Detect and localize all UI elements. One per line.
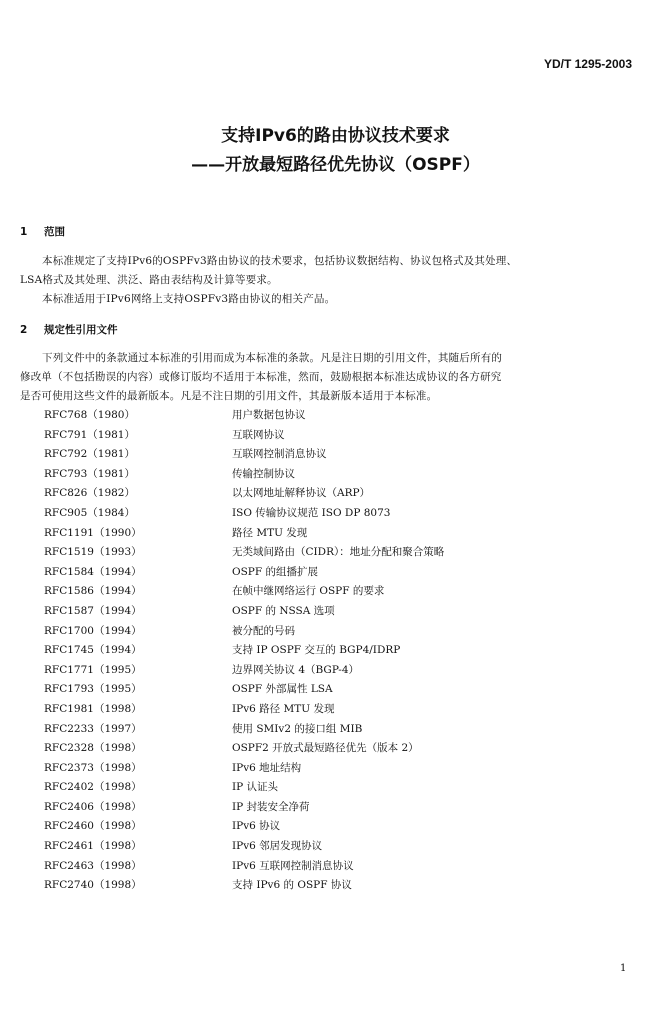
reference-row: [44, 662, 444, 682]
reference-code: RFC1519（1993）: [44, 546, 142, 559]
reference-row: [44, 721, 444, 741]
section-1-heading: [20, 224, 65, 239]
reference-title: ISO 传输协议规范 ISO DP 8073: [232, 506, 391, 519]
reference-code: RFC905（1984）: [44, 506, 135, 519]
reference-code: RFC2406（1998）: [44, 800, 142, 813]
section-2-number: 2: [20, 324, 28, 336]
reference-title: 支持 IP OSPF 交互的 BGP4/IDRP: [232, 644, 401, 657]
section-1-number: 1: [20, 226, 28, 238]
reference-row: [44, 466, 444, 486]
reference-code: RFC2373（1998）: [44, 761, 142, 774]
reference-row: [44, 877, 444, 897]
reference-code: RFC1745（1994）: [44, 644, 142, 657]
reference-row: [44, 799, 444, 819]
section-2-heading: [20, 322, 118, 337]
reference-title: 传输控制协议: [232, 467, 295, 480]
reference-row: [44, 642, 444, 662]
reference-code: RFC2463（1998）: [44, 859, 142, 872]
reference-row: [44, 681, 444, 701]
reference-title: OSPF 的组播扩展: [232, 565, 318, 578]
reference-title: IP 封装安全净荷: [232, 800, 310, 813]
reference-code: RFC2402（1998）: [44, 781, 142, 794]
reference-row: [44, 583, 444, 603]
normative-references-list: [44, 407, 444, 897]
reference-code: RFC2328（1998）: [44, 742, 142, 755]
reference-title: 边界网关协议 4（BGP-4）: [232, 663, 360, 676]
reference-row: [44, 838, 444, 858]
reference-title: 支持 IPv6 的 OSPF 协议: [232, 879, 352, 892]
section-1-para-1-line-1: 本标准规定了支持IPv6的OSPFv3路由协议的技术要求，包括协议数据结构、协议包格式及其处理、: [42, 255, 518, 267]
section-1-para-2-text: 本标准适用于IPv6网络上支持OSPFv3路由协议的相关产品。: [42, 293, 336, 305]
reference-title: OSPF2 开放式最短路径优先（版本 2）: [232, 742, 419, 755]
reference-row: [44, 427, 444, 447]
reference-title: IPv6 协议: [232, 820, 281, 833]
reference-row: [44, 564, 444, 584]
reference-code: RFC826（1982）: [44, 487, 135, 500]
reference-code: RFC768（1980）: [44, 409, 135, 421]
reference-title: 路径 MTU 发现: [232, 526, 308, 539]
section-1-title: 范围: [44, 226, 65, 238]
reference-code: RFC2740（1998）: [44, 879, 142, 892]
reference-title: IP 认证头: [232, 781, 279, 794]
reference-code: RFC1700（1994）: [44, 624, 142, 637]
section-2-intro-line-1: 下列文件中的条款通过本标准的引用而成为本标准的条款。凡是注日期的引用文件，其随后所有的: [42, 352, 503, 364]
reference-code: RFC1191（1990）: [44, 526, 142, 539]
reference-title: 互联网控制消息协议: [232, 448, 327, 461]
reference-code: RFC792（1981）: [44, 448, 135, 461]
reference-code: RFC791（1981）: [44, 428, 135, 441]
document-code: YD/T 1295-2003: [543, 57, 632, 71]
section-1-paragraph-1: [20, 252, 634, 290]
reference-row: [44, 505, 444, 525]
reference-code: RFC2461（1998）: [44, 840, 142, 853]
reference-row: [44, 407, 444, 427]
section-1-para-1-line-2: LSA格式及其处理、洪泛、路由表结构及计算等要求。: [20, 274, 278, 286]
reference-title: IPv6 邻居发现协议: [232, 840, 323, 853]
section-2-title: 规定性引用文件: [44, 324, 118, 336]
reference-row: [44, 740, 444, 760]
reference-code: RFC1981（1998）: [44, 702, 142, 715]
reference-code: RFC1586（1994）: [44, 585, 142, 598]
reference-title: IPv6 路径 MTU 发现: [232, 702, 335, 715]
reference-title: 以太网地址解释协议（ARP）: [232, 487, 371, 500]
document-title-line-1: 支持IPv6的路由协议技术要求: [221, 126, 450, 146]
reference-row: [44, 544, 444, 564]
reference-title: IPv6 互联网控制消息协议: [232, 859, 354, 872]
document-title-line-2: ——开放最短路径优先协议（OSPF）: [191, 155, 480, 175]
reference-title: 用户数据包协议: [232, 409, 306, 421]
reference-code: RFC2460（1998）: [44, 820, 142, 833]
section-2-intro-line-3: 是否可使用这些文件的最新版本。凡是不注日期的引用文件，其最新版本适用于本标准。: [20, 390, 438, 402]
reference-row: [44, 446, 444, 466]
reference-row: [44, 760, 444, 780]
section-2-intro: [20, 349, 634, 406]
reference-code: RFC1587（1994）: [44, 604, 142, 617]
reference-row: [44, 701, 444, 721]
reference-title: 被分配的号码: [232, 624, 295, 637]
reference-row: [44, 603, 444, 623]
reference-code: RFC1771（1995）: [44, 663, 142, 676]
reference-code: RFC1584（1994）: [44, 565, 142, 578]
section-1-paragraph-2: [20, 290, 634, 309]
reference-row: [44, 818, 444, 838]
page-number: 1: [620, 963, 627, 974]
reference-row: [44, 623, 444, 643]
reference-title: OSPF 的 NSSA 选项: [232, 604, 335, 617]
reference-title: 互联网协议: [232, 428, 285, 441]
reference-code: RFC2233（1997）: [44, 722, 142, 735]
reference-title: 在帧中继网络运行 OSPF 的要求: [232, 585, 385, 598]
reference-title: 无类域间路由（CIDR）：地址分配和聚合策略: [232, 546, 445, 559]
section-2-intro-line-2: 修改单（不包括勘误的内容）或修订版均不适用于本标准，然而，鼓励根据本标准达成协议的各方研究: [20, 371, 502, 383]
reference-title: OSPF 外部属性 LSA: [232, 683, 333, 696]
reference-row: [44, 525, 444, 545]
reference-title: IPv6 地址结构: [232, 761, 302, 774]
reference-row: [44, 779, 444, 799]
reference-row: [44, 485, 444, 505]
reference-title: 使用 SMIv2 的接口组 MIB: [232, 722, 363, 735]
reference-code: RFC1793（1995）: [44, 683, 142, 696]
reference-row: [44, 858, 444, 878]
reference-code: RFC793（1981）: [44, 467, 135, 480]
